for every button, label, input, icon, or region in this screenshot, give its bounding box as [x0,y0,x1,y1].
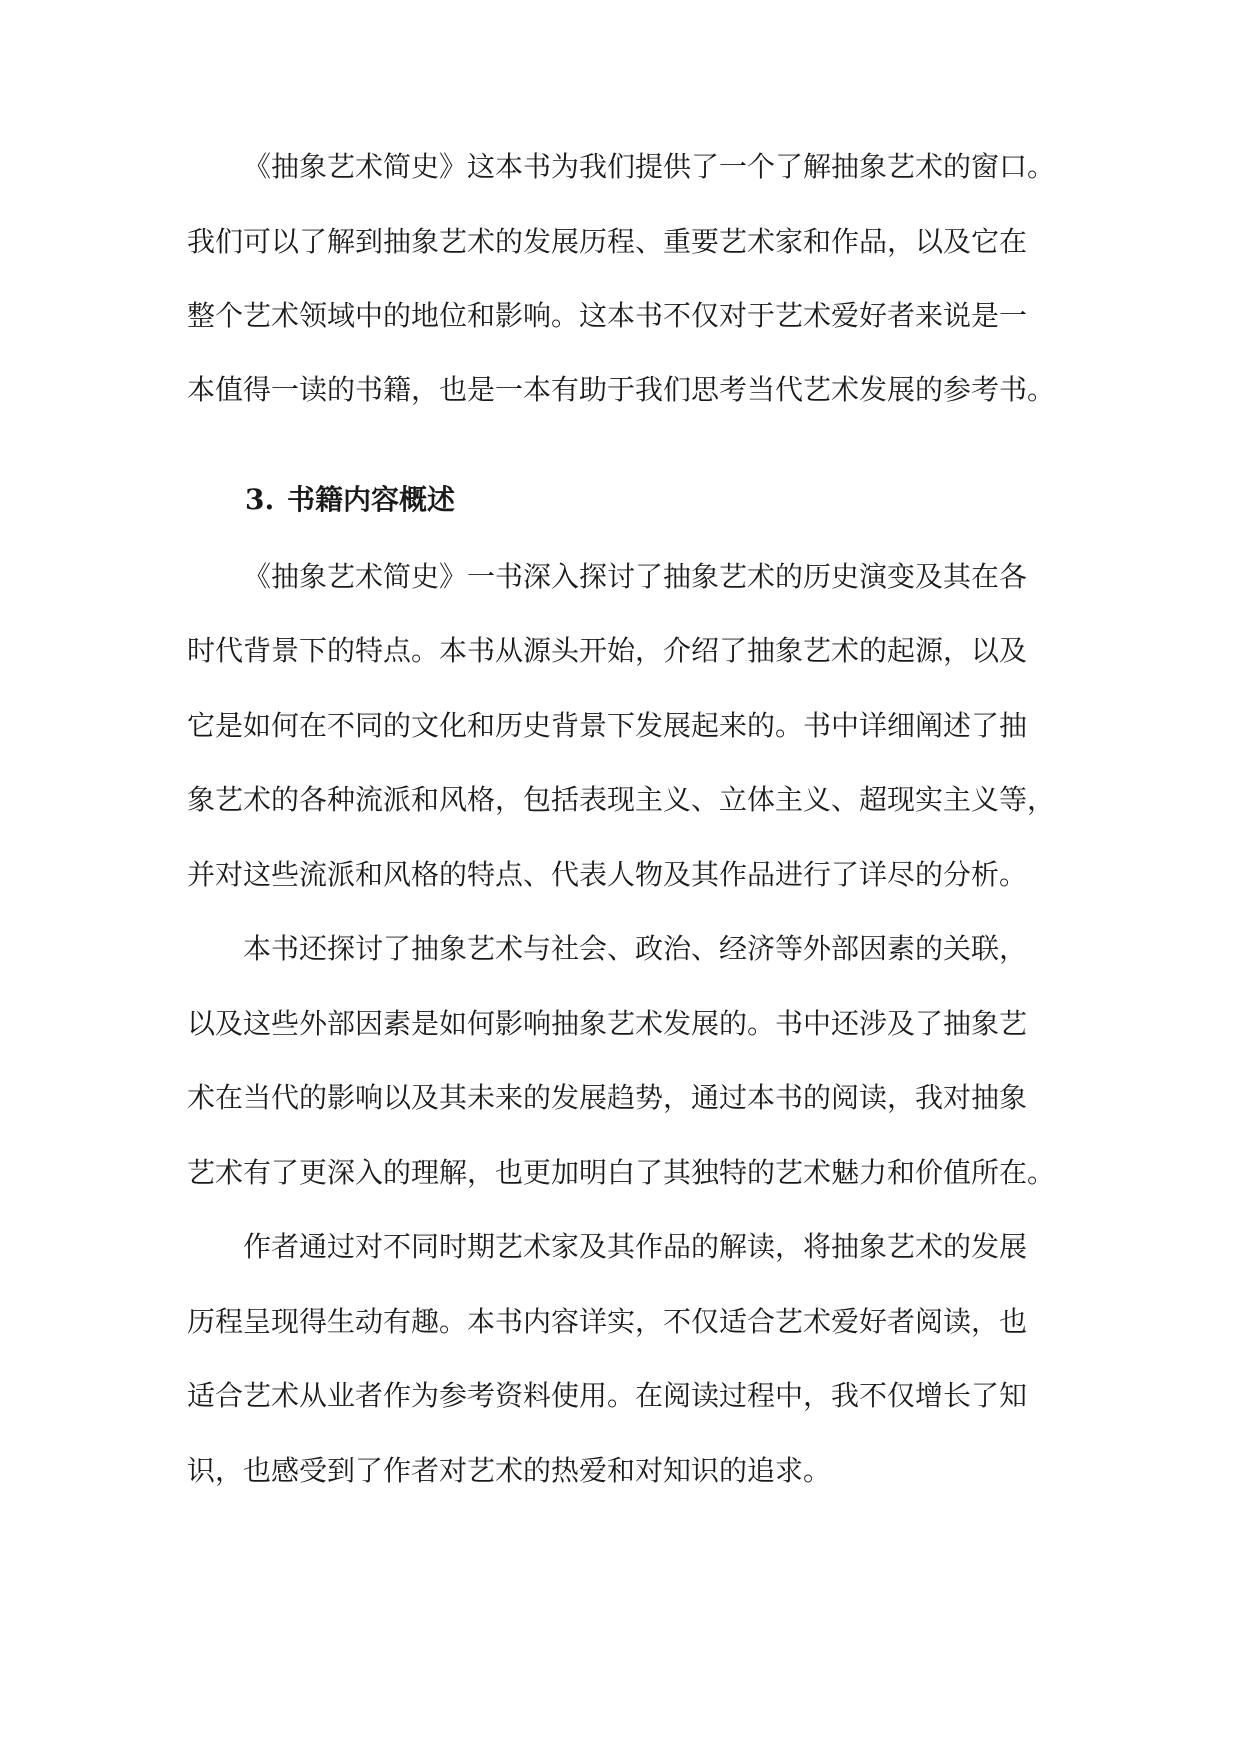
paragraph-2-line-1: 《抽象艺术简史》一书深入探讨了抽象艺术的历史演变及其在各 [243,560,1028,593]
paragraph-4-line-4: 识，也感受到了作者对艺术的热爱和对知识的追求。 [187,1454,832,1487]
paragraph-1-line-4: 本值得一读的书籍，也是一本有助于我们思考当代艺术发展的参考书。 [187,373,1056,406]
section-number: 3. [245,483,275,516]
section-heading [245,480,455,520]
paragraph-4-line-2: 历程呈现得生动有趣。本书内容详实，不仅适合艺术爱好者阅读，也 [187,1305,1028,1338]
paragraph-1-line-3: 整个艺术领域中的地位和影响。这本书不仅对于艺术爱好者来说是一 [187,299,1028,332]
paragraph-3-line-4: 艺术有了更深入的理解，也更加明白了其独特的艺术魅力和价值所在。 [187,1156,1056,1189]
paragraph-2-line-2: 时代背景下的特点。本书从源头开始，介绍了抽象艺术的起源，以及 [187,634,1028,667]
paragraph-4-line-3: 适合艺术从业者作为参考资料使用。在阅读过程中，我不仅增长了知 [187,1379,1028,1412]
paragraph-3-line-1: 本书还探讨了抽象艺术与社会、政治、经济等外部因素的关联， [243,932,1028,965]
section-title: 书籍内容概述 [287,483,456,516]
paragraph-2-line-5: 并对这些流派和风格的特点、代表人物及其作品进行了详尽的分析。 [187,858,1028,891]
paragraph-1-line-2: 我们可以了解到抽象艺术的发展历程、重要艺术家和作品，以及它在 [187,225,1028,258]
paragraph-1-line-1: 《抽象艺术简史》这本书为我们提供了一个了解抽象艺术的窗口。 [243,150,1056,183]
paragraph-3-line-2: 以及这些外部因素是如何影响抽象艺术发展的。书中还涉及了抽象艺 [187,1007,1028,1040]
paragraph-2-line-4: 象艺术的各种流派和风格，包括表现主义、立体主义、超现实主义等， [187,783,1056,816]
paragraph-2-line-3: 它是如何在不同的文化和历史背景下发展起来的。书中详细阐述了抽 [187,709,1028,742]
paragraph-3-line-3: 术在当代的影响以及其未来的发展趋势，通过本书的阅读，我对抽象 [187,1081,1028,1114]
paragraph-4-line-1: 作者通过对不同时期艺术家及其作品的解读，将抽象艺术的发展 [243,1230,1028,1263]
